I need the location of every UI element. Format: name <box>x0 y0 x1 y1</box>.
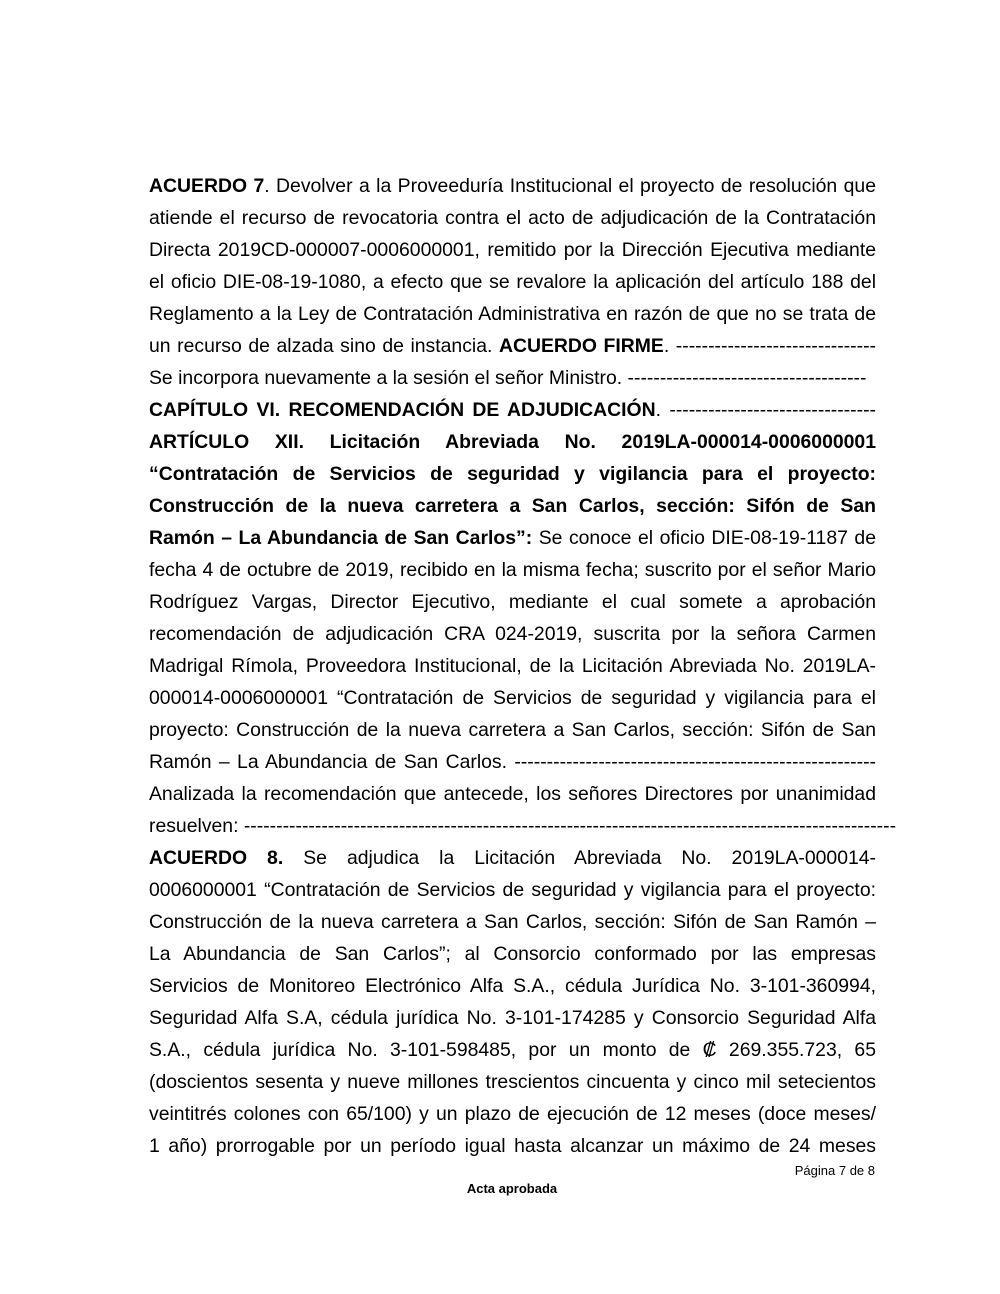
text-line <box>149 1066 876 1098</box>
text-line <box>149 202 876 234</box>
text-run: Rodríguez Vargas, Director Ejecutivo, mediante el cual somete a aprobación <box>149 591 876 613</box>
text-run: veintitrés colones con 65/100) y un plazo de ejecución de 12 meses (doce meses/ <box>149 1103 876 1125</box>
text-line <box>149 1098 876 1130</box>
text-line <box>149 490 876 522</box>
text-run: Seguridad Alfa S.A, cédula jurídica No. 3-101-174285 y Consorcio Seguridad Alfa <box>149 1007 876 1029</box>
text-run: un recurso de alzada sino de instancia. <box>149 335 499 357</box>
text-line <box>149 1130 876 1162</box>
text-line <box>149 362 876 394</box>
text-run: Analizada la recomendación que antecede, los señores Directores por unanimidad <box>149 783 876 805</box>
text-run: Ramón – La Abundancia de San Carlos. -------------------------------------------------------- <box>149 751 876 773</box>
text-line <box>149 522 876 554</box>
text-run: recomendación de adjudicación CRA 024-2019, suscrita por la señora Carmen <box>149 623 876 645</box>
text-run: 1 año) prorrogable por un período igual hasta alcanzar un máximo de 24 meses <box>149 1135 876 1157</box>
text-run: Se incorpora nuevamente a la sesión el señor Ministro. ------------------------------------- <box>149 367 867 389</box>
text-run: el oficio DIE-08-19-1080, a efecto que se revalore la aplicación del artículo 188 del <box>149 271 876 293</box>
text-line <box>149 714 876 746</box>
bold-text-run: CAPÍTULO VI. RECOMENDACIÓN DE ADJUDICACIÓN <box>149 399 656 421</box>
text-line <box>149 394 876 426</box>
text-line <box>149 170 876 202</box>
document-body <box>149 170 897 1162</box>
text-line <box>149 874 876 906</box>
text-line <box>149 554 876 586</box>
text-line <box>149 682 876 714</box>
text-run: 0006000001 “Contratación de Servicios de seguridad y vigilancia para el proyecto: <box>149 879 876 901</box>
text-run: . ------------------------------- <box>663 335 876 357</box>
bold-text-run: ARTÍCULO XII. Licitación Abreviada No. 2019LA-000014-0006000001 <box>149 431 876 453</box>
text-run: proyecto: Construcción de la nueva carretera a San Carlos, sección: Sifón de San <box>149 719 876 741</box>
text-run: Madrigal Rímola, Proveedora Institucional, de la Licitación Abreviada No. 2019LA- <box>149 655 876 677</box>
text-line <box>149 266 876 298</box>
text-line <box>149 330 876 362</box>
bold-text-run: ACUERDO 7 <box>149 175 265 197</box>
text-run: La Abundancia de San Carlos”; al Consorcio conformado por las empresas <box>149 943 876 965</box>
text-line <box>149 650 876 682</box>
text-line <box>149 906 876 938</box>
text-run: Se conoce el oficio DIE-08-19-1187 de <box>532 527 876 549</box>
text-line <box>149 458 876 490</box>
text-line <box>149 234 876 266</box>
text-line <box>149 970 876 1002</box>
text-line <box>149 586 876 618</box>
text-run: Servicios de Monitoreo Electrónico Alfa S.A., cédula Jurídica No. 3-101-360994, <box>149 975 876 997</box>
text-line <box>149 778 876 810</box>
text-line <box>149 842 876 874</box>
text-run: resuelven: ----------------------------------------------------------------------------------------------------- <box>149 815 897 837</box>
text-run: . -------------------------------- <box>655 399 876 421</box>
text-run: 000014-0006000001 “Contratación de Servicios de seguridad y vigilancia para el <box>149 687 876 709</box>
text-run: Directa 2019CD-000007-0006000001, remitido por la Dirección Ejecutiva mediante <box>149 239 876 261</box>
text-run: S.A., cédula jurídica No. 3-101-598485, por un monto de ₡ 269.355.723, 65 <box>149 1039 876 1061</box>
text-run: (doscientos sesenta y nueve millones trescientos cincuenta y cinco mil setecientos <box>149 1071 876 1093</box>
text-run: . Devolver a la Proveeduría Institucional el proyecto de resolución que <box>264 175 876 197</box>
text-run: Construcción de la nueva carretera a San Carlos, sección: Sifón de San Ramón – <box>149 911 876 933</box>
text-line <box>149 426 876 458</box>
text-run: Se adjudica la Licitación Abreviada No. 2019LA-000014- <box>283 847 877 869</box>
text-line <box>149 1002 876 1034</box>
text-line <box>149 618 876 650</box>
text-line <box>149 746 876 778</box>
text-line <box>149 1034 876 1066</box>
footer-label: Acta aprobada <box>466 1181 558 1196</box>
text-run: atiende el recurso de revocatoria contra el acto de adjudicación de la Contratación <box>149 207 876 229</box>
page-number: Página 7 de 8 <box>794 1163 875 1178</box>
bold-text-run: “Contratación de Servicios de seguridad y vigilancia para el proyecto: <box>149 463 876 485</box>
text-run: Reglamento a la Ley de Contratación Administrativa en razón de que no se trata de <box>149 303 876 325</box>
bold-text-run: ACUERDO 8. <box>149 847 284 869</box>
bold-text-run: ACUERDO FIRME <box>498 335 664 357</box>
text-line <box>149 298 876 330</box>
text-run: fecha 4 de octubre de 2019, recibido en la misma fecha; suscrito por el señor Mario <box>149 559 876 581</box>
bold-text-run: Ramón – La Abundancia de San Carlos”: <box>149 527 533 549</box>
bold-text-run: Construcción de la nueva carretera a San Carlos, sección: Sifón de San <box>149 495 876 517</box>
text-line <box>149 938 876 970</box>
text-line <box>149 810 897 842</box>
